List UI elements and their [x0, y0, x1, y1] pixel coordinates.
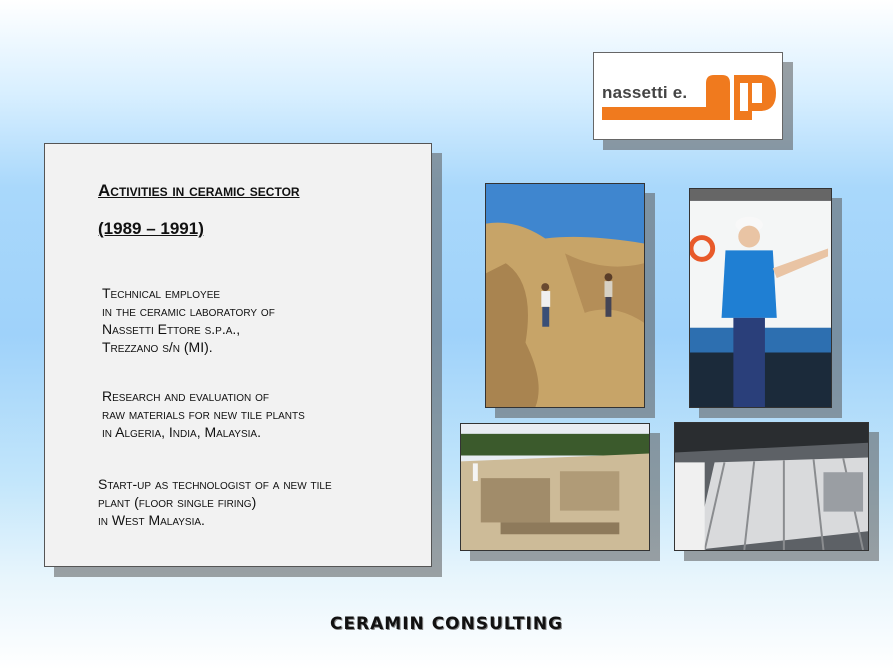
- logo-wordmark: nassetti e.: [602, 83, 688, 102]
- activity-line: in the ceramic laboratory of: [102, 303, 275, 319]
- activity-line: Research and evaluation of: [102, 388, 269, 404]
- footer-company-name: CERAMIN CONSULTING: [329, 614, 564, 634]
- logo-emblem: [594, 53, 782, 139]
- photo-excavation-site: [460, 423, 650, 551]
- photo-quarry-survey: [485, 183, 645, 408]
- activity-line: plant (floor single firing): [98, 494, 257, 510]
- activities-card: [44, 143, 432, 567]
- company-logo: [593, 52, 783, 140]
- activity-line: Technical employee: [102, 285, 221, 301]
- activity-line: raw materials for new tile plants: [102, 406, 305, 422]
- activity-line: in Algeria, India, Malaysia.: [102, 424, 261, 440]
- activity-line: Start-up as technologist of a new tile: [98, 476, 332, 492]
- section-period: (1989 – 1991): [98, 219, 204, 238]
- activity-item-startup: [98, 475, 332, 529]
- activity-line: Trezzano s/n (MI).: [102, 339, 213, 355]
- photo-roller-kiln: [674, 422, 869, 551]
- activity-line: Nassetti Ettore s.p.a.,: [102, 321, 241, 337]
- photo-man-life-vest: [689, 188, 832, 408]
- activity-line: in West Malaysia.: [98, 512, 205, 528]
- activity-item-laboratory: [102, 284, 275, 356]
- section-heading: Activities in ceramic sector: [98, 181, 300, 200]
- activity-item-research: [102, 387, 305, 441]
